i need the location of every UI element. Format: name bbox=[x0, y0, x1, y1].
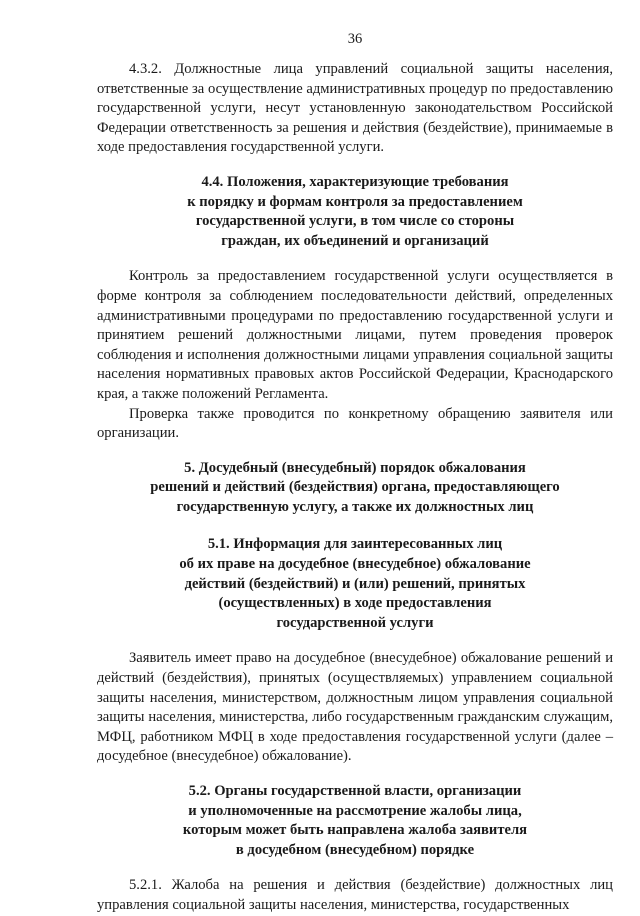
heading-line: государственной услуги, в том числе со стороны bbox=[195, 213, 515, 230]
heading-line: к порядку и формам контроля за предоставлением bbox=[187, 193, 523, 210]
heading-line: 4.4. Положения, характеризующие требования bbox=[201, 173, 509, 190]
heading-line: государственную услугу, а также их должностных лиц bbox=[176, 498, 534, 515]
heading-line: 5. Досудебный (внесудебный) порядок обжалования bbox=[184, 459, 526, 476]
heading-line: (осуществленных) в ходе предоставления bbox=[218, 595, 492, 612]
heading-line: действий (бездействий) и (или) решений, принятых bbox=[184, 575, 526, 592]
heading-line: граждан, их объединений и организаций bbox=[221, 232, 489, 249]
heading-line: государственной услуги bbox=[276, 614, 434, 631]
heading-section-4-4 bbox=[97, 173, 613, 251]
heading-section-5-1 bbox=[97, 535, 613, 633]
heading-section-5 bbox=[97, 459, 613, 518]
heading-line: об их праве на досудебное (внесудебное) обжалование bbox=[179, 556, 531, 573]
heading-line: 5.2. Органы государственной власти, организации bbox=[188, 783, 522, 799]
heading-section-5-2 bbox=[97, 782, 613, 860]
heading-line: решений и действий (бездействия) органа, предоставляющего bbox=[150, 479, 560, 496]
heading-line: которым может быть направлена жалоба заявителя bbox=[182, 822, 528, 839]
page-number: 36 bbox=[347, 31, 363, 47]
paragraph-5-2-1: 5.2.1. Жалоба на решения и действия (бездействие) должностных лиц управления социальной защиты населения, министерства, государственных bbox=[97, 877, 613, 913]
paragraph-5-1: Заявитель имеет право на досудебное (внесудебное) обжалование решений и действий (бездействия), принятых (осуществляемых) управлением социальной защиты населения, министерством, должностным лицом управления социальной защиты населения, министерства, либо государственным гражданским служащим, МФЦ, работником МФЦ в ходе предоставления государственной услуги (далее – досудебное (внесудебное) обжалование). bbox=[97, 650, 613, 765]
paragraph-4-3-2: 4.3.2. Должностные лица управлений социальной защиты населения, ответственные за осуществление административных процедур по предоставлению государственной услуги, несут установленную законодательством Российской Федерации ответственность за решения и действия (бездействие), принимаемые в ходе предоставления государственной услуги. bbox=[97, 61, 613, 156]
heading-line: 5.1. Информация для заинтересованных лиц bbox=[207, 536, 503, 553]
heading-line: и уполномоченные на рассмотрение жалобы лица, bbox=[188, 802, 522, 819]
paragraph-control-1: Контроль за предоставлением государственной услуги осуществляется в форме контроля за соблюдением последовательности действий, определенных административными процедурами по предоставлению государственной услуги и принятием решений должностными лицами, путем проведения проверок соблюдения и исполнения должностными лицами управления социальной защиты населения нормативных правовых актов Российской Федерации, Краснодарского края, а также положений Регламента. bbox=[97, 268, 613, 402]
paragraph-control-2: Проверка также проводится по конкретному обращению заявителя или организации. bbox=[97, 405, 613, 442]
heading-line: в досудебном (внесудебном) порядке bbox=[235, 841, 475, 858]
